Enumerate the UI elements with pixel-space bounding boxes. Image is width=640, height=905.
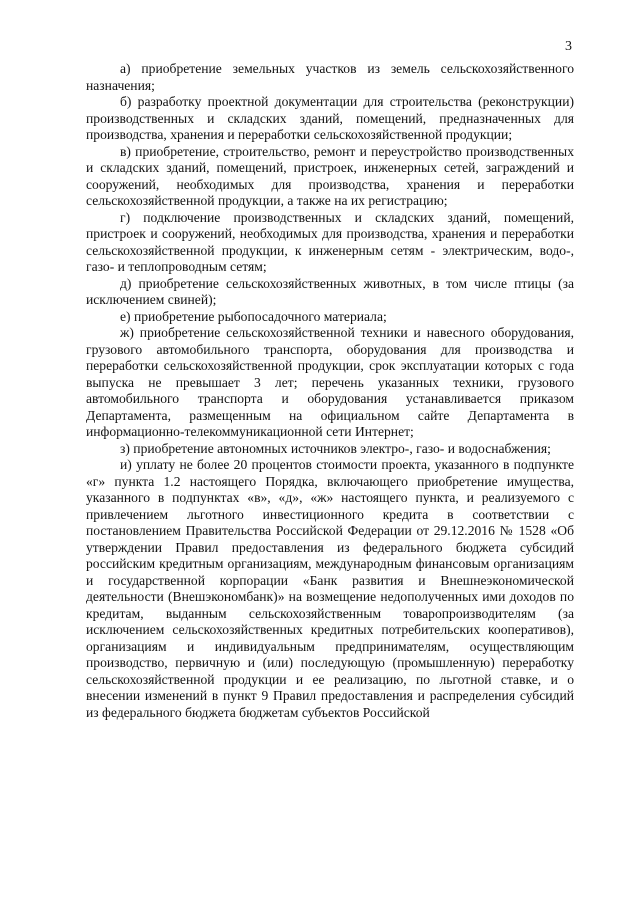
paragraph-z: з) приобретение автономных источников электро-, газо- и водоснабжения; <box>120 440 551 456</box>
paragraph-d: д) приобретение сельскохозяйственных животных, в том числе птицы (за исключением свиней); <box>86 275 574 307</box>
paragraph-v: в) приобретение, строительство, ремонт и переустройство производственных и складских зданий, помещений, пристроек, инженерных сетей, заграждений и сооружений, необходимых для производства, хранения и переработки сельскохозяйственной продукции, а также на их регистрацию; <box>86 143 574 208</box>
paragraph-e: е) приобретение рыбопосадочного материала; <box>120 308 387 324</box>
page-number: 3 <box>565 39 572 54</box>
paragraph-a: а) приобретение земельных участков из земель сельскохозяйственного назначения; <box>86 61 574 93</box>
paragraph-b: б) разработку проектной документации для строительства (реконструкции) производственных и складских зданий, помещений, предназначенных для производства, хранения и переработки сельскохозяйственной продукции; <box>86 94 574 142</box>
paragraph-i: и) уплату не более 20 процентов стоимости проекта, указанного в подпункте «г» пункта 1.2 настоящего Порядка, включающего приобретение имущества, указанного в подпунктах «в», «д», «ж» настоящего пункта, и реализуемого с привлечением льготного инвестиционного кредита в соответствии с постановлением Правительства Российской Федерации от 29.12.2016 № 1528 «Об утверждении Правил предоставления из федерального бюджета субсидий российским кредитным организациям, международным финансовым организациям и государственной корпорации «Банк развития и Внешнеэкономической деятельности (Внешэкономбанк)» на возмещение недополученных ими доходов по кредитам, выданным сельскохозяйственным товаропроизводителям (за исключением сельскохозяйственных кредитных потребительских кооперативов), организациям и индивидуальным предпринимателям, осуществляющим производство, первичную и (или) последующую (промышленную) переработку сельскохозяйственной продукции и ее реализацию, по льготной ставке, и о внесении изменений в пункт 9 Правил предоставления и распределения субсидий из федерального бюджета бюджетам субъектов Российской <box>86 457 574 720</box>
paragraph-zh: ж) приобретение сельскохозяйственной техники и навесного оборудования, грузового автомобильного транспорта, оборудования для производства и переработки сельскохозяйственной продукции, срок эксплуатации которых с года выпуска не превышает 3 лет; перечень указанных техники, грузового автомобильного транспорта и оборудования устанавливается приказом Департамента, размещенным на официальном сайте Департамента в информационно-телекоммуникационной сети Интернет; <box>86 325 574 439</box>
document-body <box>86 61 574 721</box>
paragraph-g: г) подключение производственных и складских зданий, помещений, пристроек и сооружений, необходимых для производства, хранения и переработки сельскохозяйственной продукции, к инженерным сетям - электрическим, водо-, газо- и теплопроводным сетям; <box>86 209 574 274</box>
